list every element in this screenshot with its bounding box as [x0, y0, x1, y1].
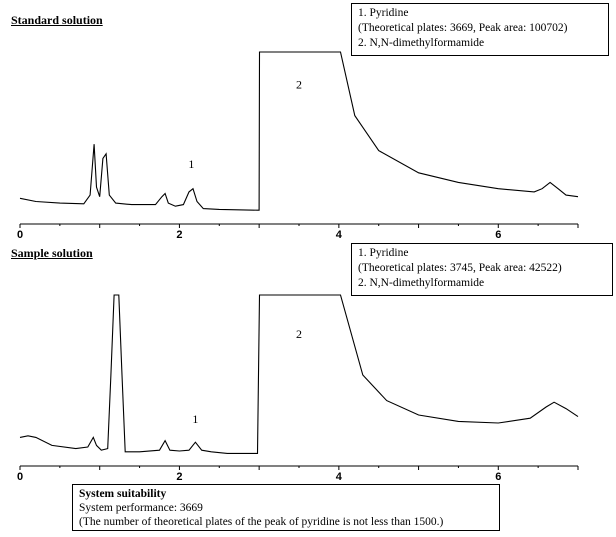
system-suitability-title: System suitability	[79, 488, 167, 500]
sample-peak-label-2: 2	[296, 327, 302, 342]
standard-legend-line3: 2. N,N-dimethylformamide	[358, 37, 485, 49]
sample-chromatogram-trace	[20, 295, 578, 453]
system-suitability-box	[72, 484, 500, 531]
standard-x-tick-label: 4	[335, 229, 342, 241]
sample-peak-label-1: 1	[192, 412, 199, 426]
sample-solution-title: Sample solution	[11, 246, 93, 260]
standard-legend	[351, 3, 609, 56]
standard-x-tick-label: 6	[495, 229, 502, 241]
sample-legend-line1: 1. Pyridine	[358, 247, 409, 259]
sample-legend	[351, 243, 613, 296]
sample-x-tick-label: 6	[495, 471, 502, 483]
standard-legend-line2: (Theoretical plates: 3669, Peak area: 100702)	[358, 22, 568, 34]
sample-x-tick-label: 0	[16, 471, 24, 483]
sample-x-tick-label: 4	[335, 471, 342, 483]
standard-solution-title: Standard solution	[11, 13, 103, 27]
standard-chromatogram-trace	[20, 52, 578, 210]
sample-legend-line2: (Theoretical plates: 3745, Peak area: 42522)	[358, 262, 562, 274]
system-suitability-note: (The number of theoretical plates of the peak of pyridine is not less than 1500.)	[79, 516, 444, 528]
sample-x-tick-label: 2	[176, 471, 183, 483]
system-performance: System performance: 3669	[79, 502, 203, 514]
standard-peak-label-2: 2	[296, 77, 302, 92]
standard-legend-line1: 1. Pyridine	[358, 7, 409, 19]
standard-peak-label-1: 1	[188, 157, 195, 172]
standard-x-tick-label: 2	[176, 229, 183, 241]
sample-legend-line3: 2. N,N-dimethylformamide	[358, 277, 485, 289]
standard-x-tick-label: 0	[16, 229, 24, 241]
